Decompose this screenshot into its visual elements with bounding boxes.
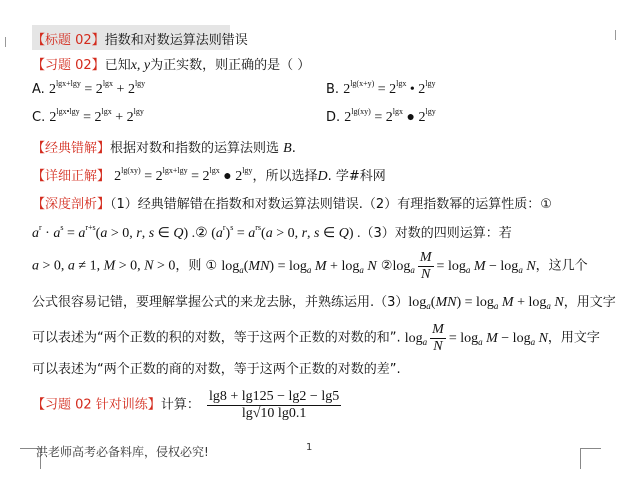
detail-text: ，所以选择 (252, 169, 318, 184)
training-text: 计算： (160, 397, 200, 413)
detail-line: 【详细正解】 $2^{lg(xy)} = 2^{lgx+lgy} = 2^{lgx}$ ● $2^{lgy}$，所以选择D. 学#科网 (32, 166, 386, 184)
training-tag: 【习题 02 针对训练】 (32, 397, 161, 413)
option-a: A. $2^{lgx+lgy} = 2^{lgx} + 2^{lgy}$ (32, 79, 146, 97)
classic-text: 根据对数和指数的运算法则选 (110, 141, 280, 156)
option-a-label: A. (32, 82, 45, 97)
title-line (32, 29, 248, 48)
training-line: 【习题 02 针对训练】计算： $\frac{\lg 8 + \lg 125 - \lg 2 - \lg 5}{\lg√10 \lg 0.1}$ (32, 389, 340, 421)
title-tag: 【标题 02】 (32, 33, 105, 48)
classic-answer: B (283, 141, 292, 156)
option-b-label: B. (326, 82, 340, 97)
crop-mark (5, 37, 6, 47)
deep-tag: 【深度剖析】 (32, 197, 111, 212)
crop-mark (615, 30, 616, 40)
deep-line6-text: 可以表述为“两个正数的商的对数，等于这两个正数的对数的差”. (32, 362, 401, 377)
deep-line-2: $a^r \cdot a^s = a^{r+s}(a > 0$, r, s ∈ Q) .② $(a^r)^s = a^{rs}(a > 0$, r, s ∈ Q) .（3）对数的四则运算：若 (32, 223, 512, 241)
exercise-text: 已知 (104, 58, 131, 73)
detail-answer: D (317, 169, 328, 184)
deep-line4-text: 公式很容易记错，要理解掌握公式的来龙去脉，并熟练运用.（3） (32, 295, 409, 310)
deep-line2-tail: （3）对数的四则运算：若 (360, 226, 512, 241)
deep-line-3: a > 0, a ≠ 1, M > 0, N > 0，则 ① $\log_a(MN) = \log_a M + \log_a N$ $②\log_a$ $\frac{M}{N}$ = $\log_a M - \log_a N$，这几个 (32, 250, 588, 282)
option-c-label: C. (32, 110, 46, 125)
deep-line-1 (32, 193, 552, 212)
option-d-label: D. (326, 110, 341, 125)
deep-line5-text: 可以表述为“两个正数的积的对数，等于这两个正数的对数的和”. (32, 330, 401, 346)
deep-line-4: 公式很容易记错，要理解掌握公式的来龙去脉，并熟练运用$.(3)\log_a(MN) = \log_a M + \log_a N$，用文字 (32, 295, 616, 311)
footer-text: 洪老师高考必备料库，侵权必究! (36, 445, 209, 459)
deep-line5-tail: ，用文字 (547, 330, 600, 346)
deep-line3-mid: ，则 ① (175, 258, 218, 274)
title-text: 指数和对数运算法则错误 (104, 33, 248, 48)
exercise-text2: 为正实数，则正确的是（ ） (150, 58, 311, 73)
classic-line: 【经典错解】根据对数和指数的运算法则选 B. (32, 141, 296, 156)
page-number: 1 (306, 442, 313, 453)
deep-line3-tail: ，这几个 (535, 258, 588, 274)
exercise-line (32, 54, 310, 74)
classic-tag: 【经典错解】 (32, 141, 111, 156)
deep-line-5: 可以表述为“两个正数的积的对数，等于这两个正数的对数的和”. $\log_a$ $\frac{M}{N}$ = $\log_a M - \log_a N$，用文字 (32, 322, 600, 354)
detail-tag: 【详细正解】 (32, 169, 111, 184)
detail-site: 学#科网 (335, 169, 386, 184)
option-d: D. $2^{lg(xy)} = 2^{lgx}$ ● $2^{lgy}$ (326, 107, 436, 125)
deep-line-6 (32, 358, 401, 377)
exercise-tag: 【习题 02】 (32, 58, 105, 73)
option-b: B. $2^{lg(x+y)} = 2^{lgx}$ • $2^{lgy}$ (326, 79, 436, 97)
deep-line4-tail: ，用文字 (563, 295, 616, 310)
option-c: C. $2^{lgx•lgy} = 2^{lgx} + 2^{lgy}$ (32, 107, 144, 125)
page-corner-br (580, 448, 601, 469)
deep-line1-text: （1）经典错解错在指数和对数运算法则错误.（2）有理指数幂的运算性质：① (110, 197, 552, 212)
exercise-vars: x, y (130, 58, 151, 73)
